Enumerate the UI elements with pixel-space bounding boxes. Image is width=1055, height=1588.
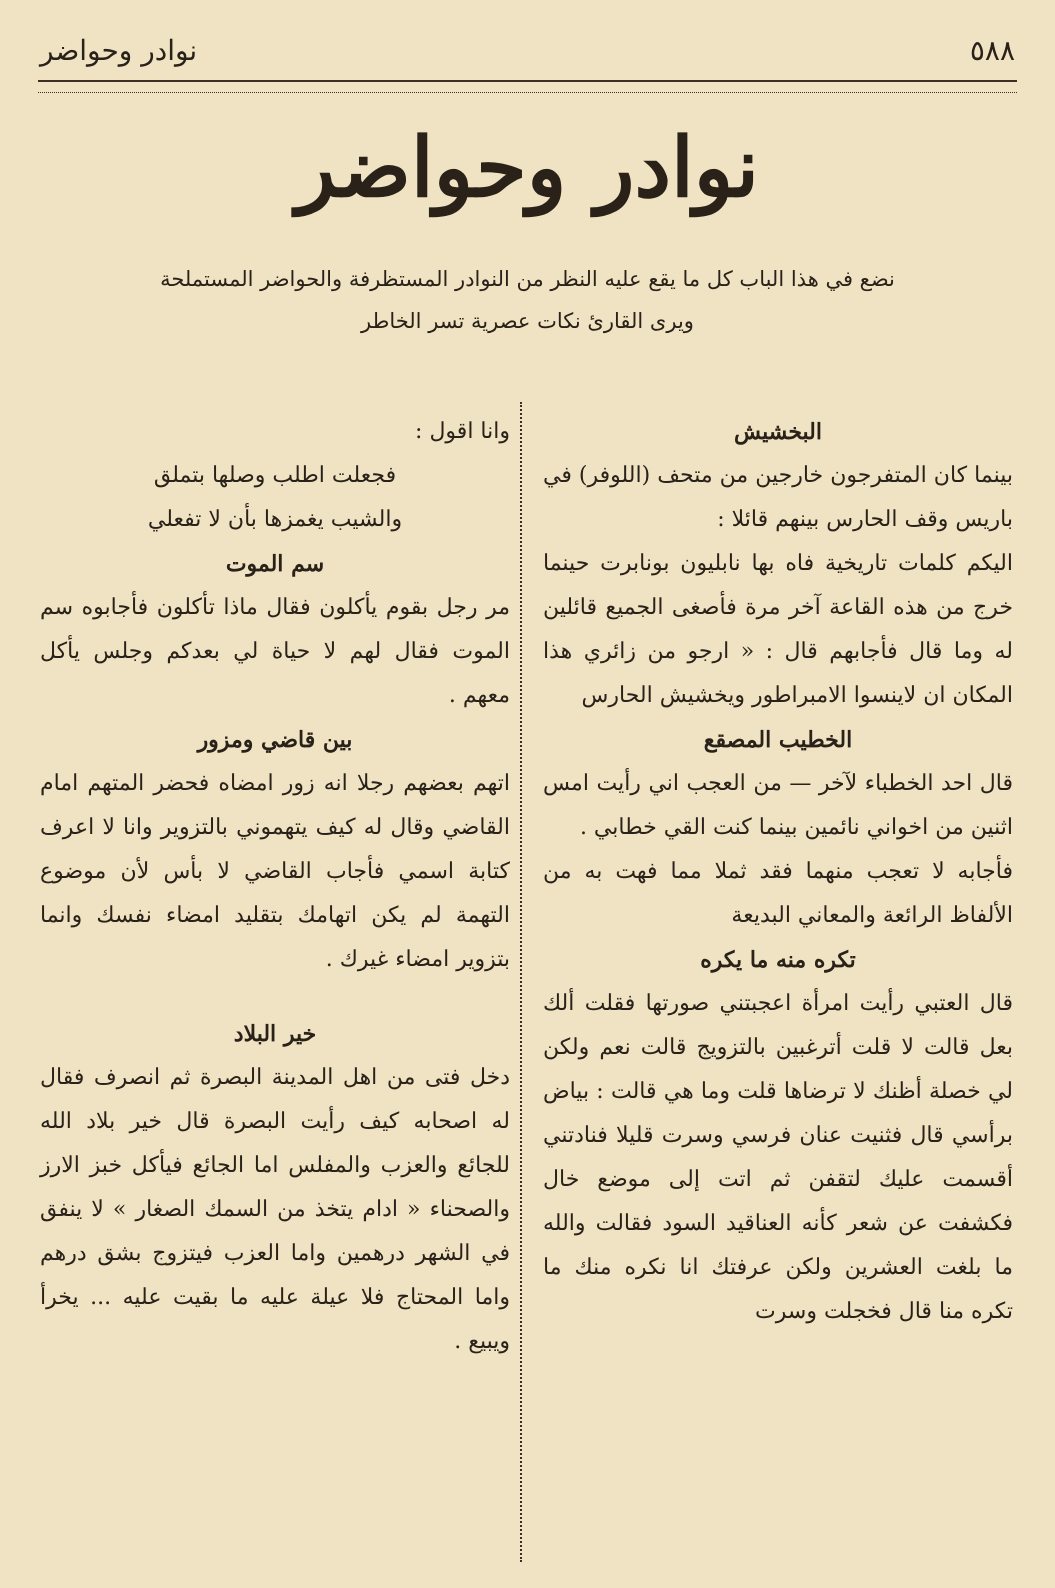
section-title: نوادر وحواضر: [296, 120, 759, 216]
article-body-poison: مر رجل بقوم يأكلون فقال ماذا تأكلون فأجابوه سم الموت فقال لهم لا حياة لي بعدكم وجلس يأكل معهم .: [40, 595, 510, 708]
article-title-orator: الخطيب المصقع: [703, 727, 853, 753]
column-divider: [520, 402, 522, 1562]
page-number: ٥٨٨: [969, 33, 1015, 67]
article-body-best-city: دخل فتى من اهل المدينة البصرة ثم انصرف فقال له اصحابه كيف رأيت البصرة قال خير بلاد الله للجائع والعزب والمفلس اما الجائع فيأكل خبز الارز والصحناء « ادام يتخذ من السمك الصغار » لا ينفق في الشهر درهمين واما العزب فيتزوج بشق درهم واما المحتاج فلا عيلة عليه ما بقيت عليه ... يخرأ ويبيع .: [40, 1065, 510, 1354]
intro-line-2: ويرى القارئ نكات عصرية تسر الخاطر: [361, 309, 694, 333]
verse-intro: وانا اقول :: [415, 419, 510, 444]
article-title-poison: سم الموت: [225, 551, 325, 577]
article-body-bakhshish-2: اليكم كلمات تاريخية فاه بها نابليون بونابرت حينما خرج من هذه القاعة آخر مرة فأصغى الجميع قائلين له وما قال فأجابهم قال : « ارجو من زائري هذا المكان ان لاينسوا الامبراطور ويخشيش الحارس: [543, 551, 1013, 708]
article-body-orator-1: قال احد الخطباء لآخر — من العجب اني رأيت امس اثنين من اخواني نائمين بينما كنت القي خطابي .: [543, 771, 1013, 840]
article-title-best-city: خير البلاد: [233, 1021, 317, 1047]
page-header: [40, 28, 1015, 72]
verse-line-2: والشيب يغمزها بأن لا تفعلي: [147, 507, 403, 532]
intro-line-1: نضع في هذا الباب كل ما يقع عليه النظر من النوادر المستظرفة والحواضر المستملحة: [160, 267, 895, 291]
article-title-judge: بين قاضي ومزور: [197, 727, 353, 753]
header-rule: [38, 80, 1017, 93]
left-column: [40, 410, 510, 1364]
article-title-dislike: تكره منه ما يكره: [700, 947, 856, 973]
article-body-judge: اتهم بعضهم رجلا انه زور امضاه فحضر المتهم امام القاضي وقال له كيف يتهموني بالتزوير وانا لا اعرف كتابة اسمي فأجاب القاضي لا بأس لأن موضوع التهمة لم يكن اتهامك بتقليد امضاء نفسك وانما بتزوير امضاء غيرك .: [40, 771, 510, 972]
article-body-dislike: قال العتبي رأيت امرأة اعجبتني صورتها فقلت ألك بعل قالت لا قلت أترغبين بالتزويج قالت نعم ولكن لي خصلة أظنك لا ترضاها قلت وما هي قالت : بياض برأسي قال فثنيت عنان فرسي وسرت قليلا فنادتني أقسمت عليك لتقفن ثم اتت إلى موضع خال فكشفت عن شعر كأنه العناقيد السود فقالت والله ما بلغت العشرين ولكن عرفتك انا نكره منك ما تكره منا قال فخجلت وسرت: [543, 991, 1013, 1324]
article-body-orator-2: فأجابه لا تعجب منهما فقد ثملا مما فهت به من الألفاظ الرائعة والمعاني البديعة: [543, 859, 1013, 928]
section-intro: [60, 258, 995, 342]
running-title: نوادر وحواضر: [40, 33, 198, 67]
right-column: [543, 410, 1013, 1334]
verse-line-1: فجعلت اطلب وصلها بتملق: [153, 463, 397, 488]
article-body-bakhshish-1: بينما كان المتفرجون خارجين من متحف (اللوفر) في باريس وقف الحارس بينهم قائلا :: [543, 463, 1013, 532]
spacer: [40, 982, 510, 1012]
article-title-bakhshish: البخشيش: [734, 419, 822, 445]
